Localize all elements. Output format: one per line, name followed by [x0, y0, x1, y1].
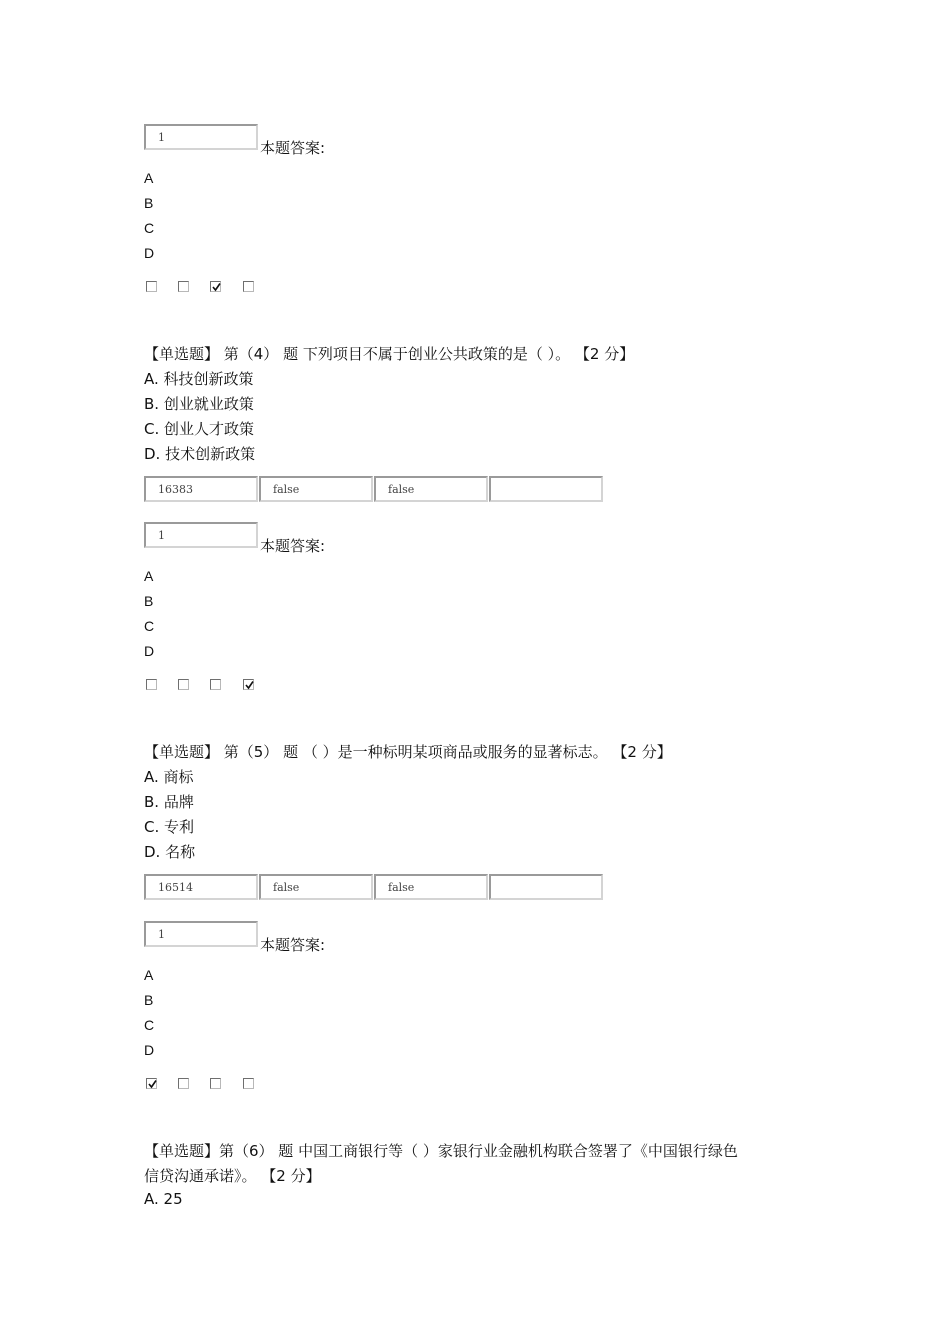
option-a: A. 商标 [144, 768, 194, 786]
checkmark-icon [147, 1079, 158, 1090]
question-title: 【单选题】 第（4） 题 下列项目不属于创业公共政策的是（ ）。 【2 分】 [144, 345, 635, 363]
option-b: B. 创业就业政策 [144, 395, 254, 413]
question-title-line2: 信贷沟通承诺》。 【2 分】 [144, 1167, 321, 1185]
answer-input[interactable]: 1 [144, 921, 258, 947]
answer-checkbox[interactable] [146, 1078, 157, 1089]
blank-field[interactable] [489, 874, 603, 900]
answer-letter-b: B [144, 992, 154, 1008]
question-id-field[interactable]: 16514 [144, 874, 258, 900]
answer-letter-a: A [144, 967, 154, 983]
option-a: A. 科技创新政策 [144, 370, 254, 388]
answer-input[interactable]: 1 [144, 522, 258, 548]
answer-checkbox[interactable] [210, 281, 221, 292]
answer-letter-c: C [144, 618, 155, 634]
answer-letter-c: C [144, 1017, 155, 1033]
answer-letter-a: A [144, 568, 154, 584]
answer-label: 本题答案: [260, 936, 326, 954]
flag-field[interactable]: false [259, 476, 373, 502]
flag-field[interactable]: false [259, 874, 373, 900]
question-id-field[interactable]: 16383 [144, 476, 258, 502]
flag-field[interactable]: false [374, 476, 488, 502]
answer-letter-b: B [144, 593, 154, 609]
answer-label: 本题答案: [260, 139, 326, 157]
answer-label: 本题答案: [260, 537, 326, 555]
answer-letter-d: D [144, 643, 155, 659]
answer-checkbox[interactable] [243, 1078, 254, 1089]
answer-checkbox[interactable] [243, 679, 254, 690]
checkmark-icon [211, 282, 222, 293]
answer-letter-d: D [144, 245, 155, 261]
blank-field[interactable] [489, 476, 603, 502]
checkmark-icon [244, 680, 255, 691]
option-a: A. 25 [144, 1190, 183, 1208]
answer-input[interactable]: 1 [144, 124, 258, 150]
option-d: D. 名称 [144, 843, 196, 861]
option-d: D. 技术创新政策 [144, 445, 256, 463]
answer-checkbox[interactable] [146, 679, 157, 690]
flag-field[interactable]: false [374, 874, 488, 900]
answer-checkbox[interactable] [210, 679, 221, 690]
option-c: C. 创业人才政策 [144, 420, 255, 438]
question-title-line1: 【单选题】第（6） 题 中国工商银行等（ ）家银行业金融机构联合签署了《中国银行绿色 [144, 1142, 738, 1160]
answer-checkbox[interactable] [243, 281, 254, 292]
answer-letter-d: D [144, 1042, 155, 1058]
answer-letter-c: C [144, 220, 155, 236]
option-b: B. 品牌 [144, 793, 194, 811]
answer-letter-a: A [144, 170, 154, 186]
answer-letter-b: B [144, 195, 154, 211]
answer-checkbox[interactable] [146, 281, 157, 292]
answer-checkbox[interactable] [178, 1078, 189, 1089]
answer-checkbox[interactable] [178, 679, 189, 690]
answer-checkbox[interactable] [210, 1078, 221, 1089]
answer-checkbox[interactable] [178, 281, 189, 292]
option-c: C. 专利 [144, 818, 195, 836]
question-title: 【单选题】 第（5） 题 （ ）是一种标明某项商品或服务的显著标志。 【2 分】 [144, 743, 672, 761]
